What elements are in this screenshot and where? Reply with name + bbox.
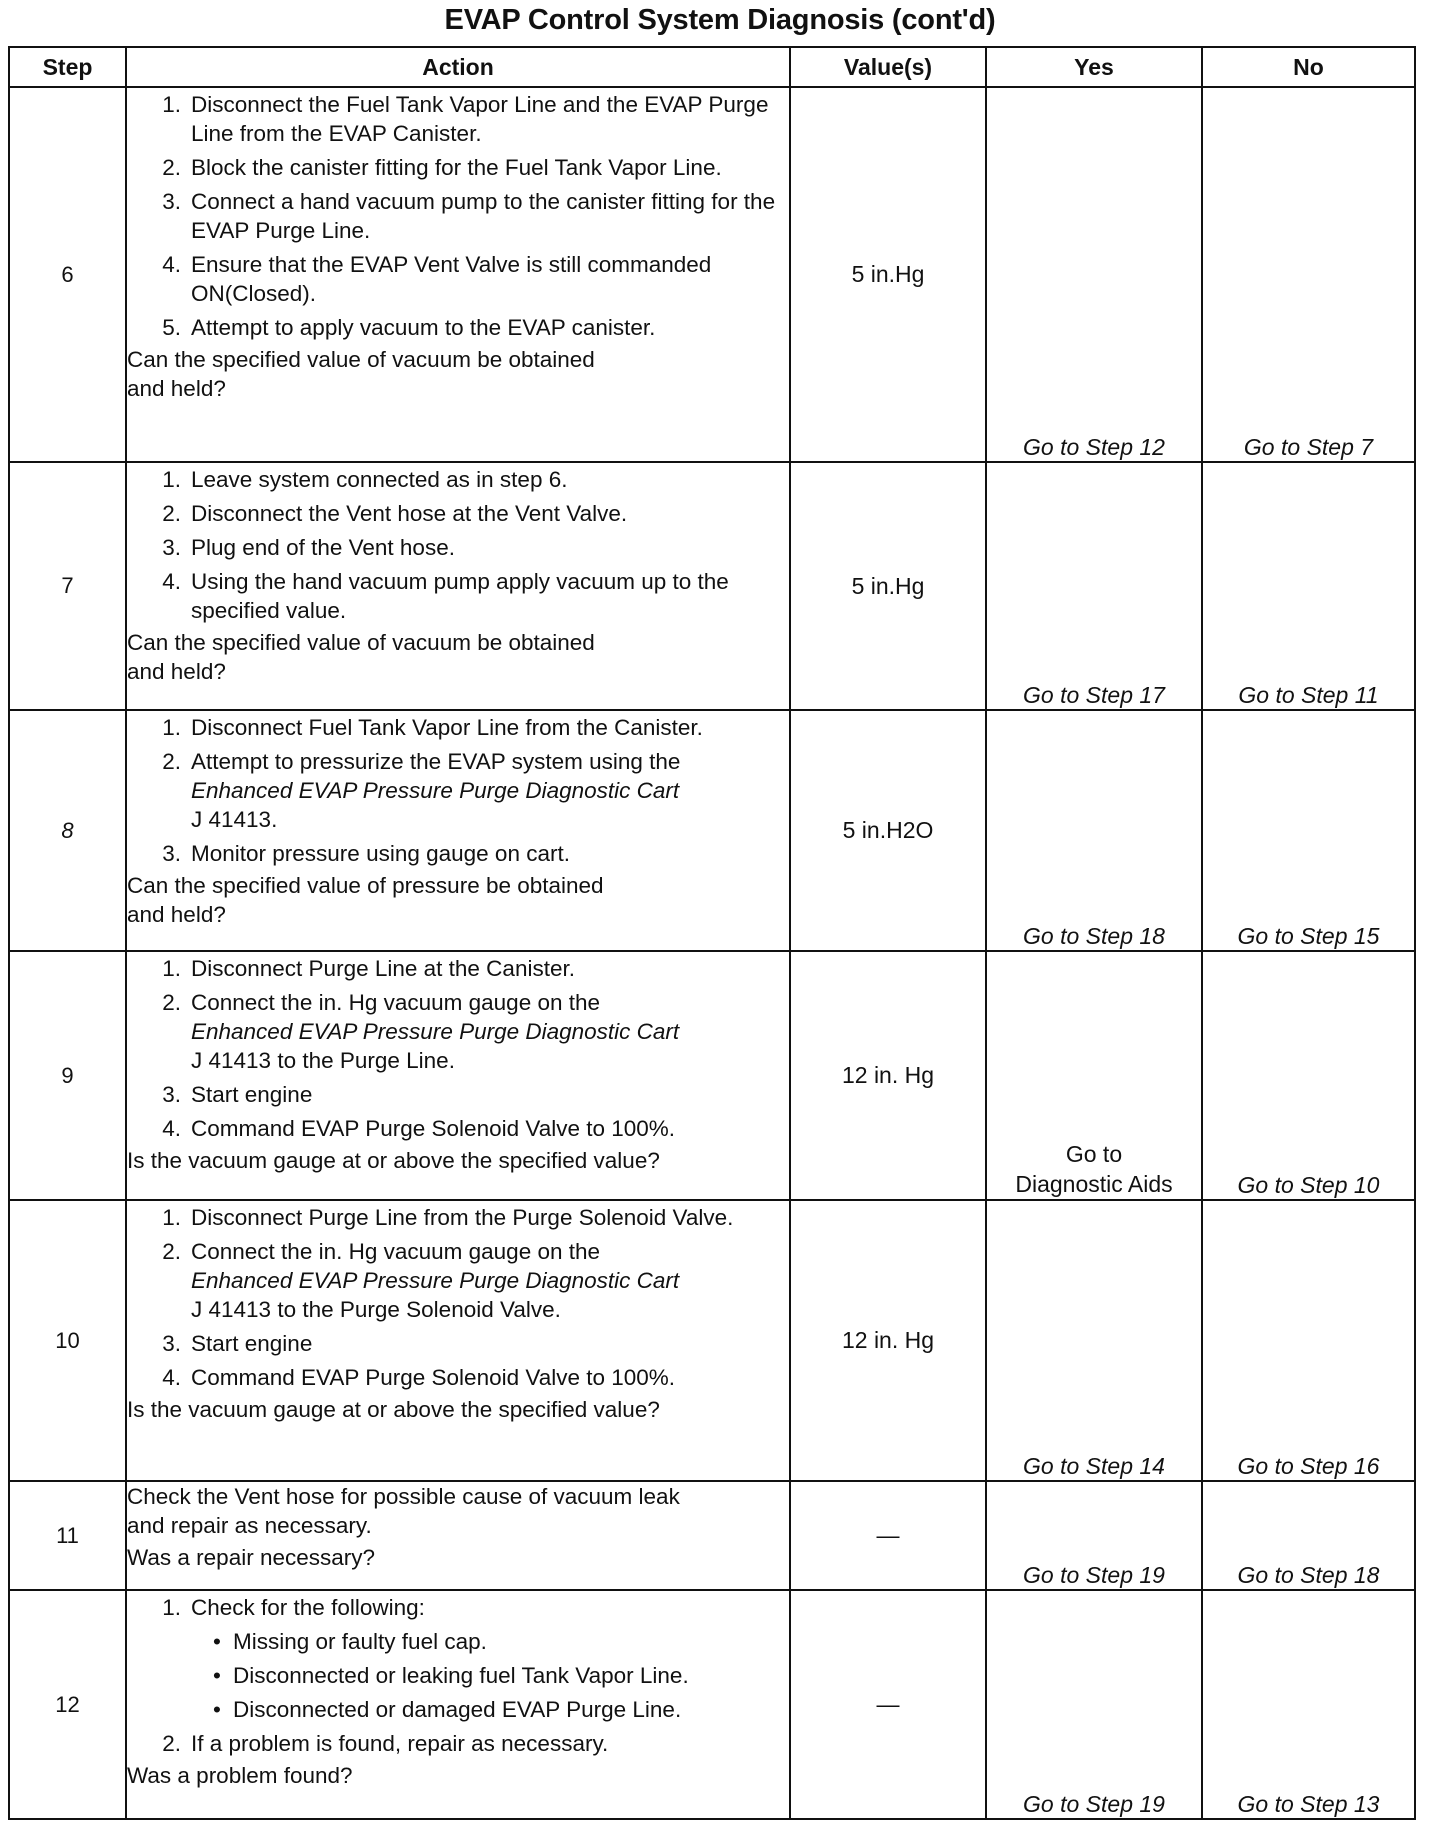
list-item: 3. Start engine <box>162 1082 313 1107</box>
step-number: 8 <box>9 710 126 951</box>
list-item: 1. Leave system connected as in step 6. <box>162 467 568 492</box>
list-item: 2. Connect the in. Hg vacuum gauge on the Enhanced EVAP Pressure Purge Diagnostic Cart J 41413 to the Purge Solenoid Valve. <box>162 1239 680 1322</box>
no-cell: Go to Step 18 <box>1202 1481 1415 1590</box>
list-item: 4. Using the hand vacuum pump apply vacuum up to the specified value. <box>162 569 729 623</box>
yes-cell: Go to Step 19 <box>986 1481 1202 1590</box>
step-number: 7 <box>9 462 126 710</box>
step-number: 11 <box>9 1481 126 1590</box>
value-cell: 12 in. Hg <box>790 1200 986 1481</box>
no-cell: Go to Step 16 <box>1202 1200 1415 1481</box>
step-number: 9 <box>9 951 126 1200</box>
list-item: 1. Disconnect Fuel Tank Vapor Line from the Canister. <box>162 715 703 740</box>
no-cell: Go to Step 13 <box>1202 1590 1415 1819</box>
list-item: 4. Ensure that the EVAP Vent Valve is still commanded ON(Closed). <box>162 252 712 306</box>
table-row <box>9 710 1415 951</box>
no-cell: Go to Step 15 <box>1202 710 1415 951</box>
page-title: EVAP Control System Diagnosis (cont'd) <box>444 4 996 36</box>
action-cell <box>126 710 790 951</box>
step-number: 10 <box>9 1200 126 1481</box>
yes-cell: Go to Step 14 <box>986 1200 1202 1481</box>
action-cell <box>126 462 790 710</box>
no-cell: Go to Step 10 <box>1202 951 1415 1200</box>
list-item: 1. Disconnect Purge Line from the Purge Solenoid Valve. <box>162 1205 734 1230</box>
list-item: 1. Check for the following: <box>162 1595 425 1620</box>
instruction: Check the Vent hose for possible cause of vacuum leak and repair as necessary. <box>127 1484 680 1538</box>
header-step: Step <box>9 47 126 87</box>
question: Was a problem found? <box>127 1763 353 1788</box>
list-item: 1. Disconnect Purge Line at the Canister. <box>162 956 575 981</box>
bullet-item: • Disconnected or leaking fuel Tank Vapor Line. <box>213 1663 689 1688</box>
action-cell <box>126 1481 790 1590</box>
header-no: No <box>1202 47 1415 87</box>
action-cell <box>126 87 790 462</box>
table-row <box>9 1200 1415 1481</box>
list-item: 2. Block the canister fitting for the Fuel Tank Vapor Line. <box>162 155 722 180</box>
table-row <box>9 951 1415 1200</box>
list-item: 1. Disconnect the Fuel Tank Vapor Line and the EVAP Purge Line from the EVAP Canister. <box>162 92 769 146</box>
question: Is the vacuum gauge at or above the specified value? <box>127 1397 660 1422</box>
table-row <box>9 462 1415 710</box>
yes-cell: Go to Step 19 <box>986 1590 1202 1819</box>
value-cell: 5 in.H2O <box>790 710 986 951</box>
action-cell <box>126 1200 790 1481</box>
value-cell: — <box>790 1481 986 1590</box>
question: Can the specified value of pressure be obtained and held? <box>127 873 604 927</box>
yes-cell: Go to Step 18 <box>986 710 1202 951</box>
step-number: 6 <box>9 87 126 462</box>
yes-cell: Go to Step 12 <box>986 87 1202 462</box>
value-cell: 5 in.Hg <box>790 87 986 462</box>
diagnosis-table <box>8 46 1416 1820</box>
header-yes: Yes <box>986 47 1202 87</box>
list-item: 2. Disconnect the Vent hose at the Vent Valve. <box>162 501 628 526</box>
question: Is the vacuum gauge at or above the specified value? <box>127 1148 660 1173</box>
list-item: 2. Connect the in. Hg vacuum gauge on the Enhanced EVAP Pressure Purge Diagnostic Cart J 41413 to the Purge Line. <box>162 990 680 1073</box>
list-item: 3. Connect a hand vacuum pump to the canister fitting for the EVAP Purge Line. <box>162 189 776 243</box>
action-cell <box>126 1590 790 1819</box>
value-cell: 5 in.Hg <box>790 462 986 710</box>
list-item: 2. Attempt to pressurize the EVAP system using the Enhanced EVAP Pressure Purge Diagnostic Cart J 41413. <box>162 749 681 832</box>
header-row <box>9 47 1415 87</box>
header-values: Value(s) <box>790 47 986 87</box>
list-item: 3. Monitor pressure using gauge on cart. <box>162 841 570 866</box>
question: Can the specified value of vacuum be obtained and held? <box>127 347 595 401</box>
list-item: 3. Plug end of the Vent hose. <box>162 535 455 560</box>
yes-cell: Go to Step 17 <box>986 462 1202 710</box>
action-cell <box>126 951 790 1200</box>
header-action: Action <box>126 47 790 87</box>
no-cell: Go to Step 11 <box>1202 462 1415 710</box>
bullet-item: • Disconnected or damaged EVAP Purge Line. <box>213 1697 682 1722</box>
list-item: 2. If a problem is found, repair as necessary. <box>162 1731 609 1756</box>
list-item: 4. Command EVAP Purge Solenoid Valve to 100%. <box>162 1365 676 1390</box>
value-cell: — <box>790 1590 986 1819</box>
question: Can the specified value of vacuum be obtained and held? <box>127 630 595 684</box>
table-row <box>9 1481 1415 1590</box>
no-cell: Go to Step 7 <box>1202 87 1415 462</box>
list-item: 4. Command EVAP Purge Solenoid Valve to 100%. <box>162 1116 676 1141</box>
step-number: 12 <box>9 1590 126 1819</box>
table-row <box>9 87 1415 462</box>
table-row <box>9 1590 1415 1819</box>
value-cell: 12 in. Hg <box>790 951 986 1200</box>
question: Was a repair necessary? <box>127 1545 376 1570</box>
list-item: 5. Attempt to apply vacuum to the EVAP canister. <box>162 315 656 340</box>
bullet-item: • Missing or faulty fuel cap. <box>213 1629 487 1654</box>
yes-cell: Go to Diagnostic Aids <box>986 951 1202 1200</box>
list-item: 3. Start engine <box>162 1331 313 1356</box>
